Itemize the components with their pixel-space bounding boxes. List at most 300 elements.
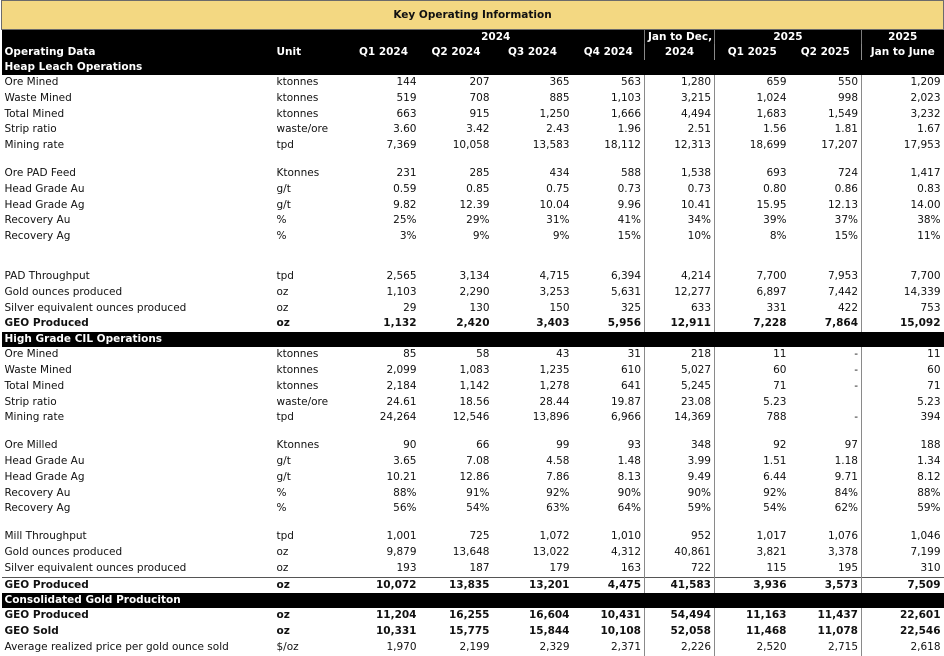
row-value: 11,204 [375,609,417,622]
row-value: 218 [645,347,715,363]
table-row [2,379,944,395]
table-row [2,363,944,379]
row-value: 724 [790,166,862,182]
row-value: 3.99 [645,454,715,470]
row-value: 18,112 [573,138,645,154]
row-value: 753 [920,301,941,314]
row-value: 1,103 [386,285,417,298]
row-unit: oz [276,285,289,298]
row-label: GEO Produced [4,317,89,330]
row-value [790,395,862,411]
row-value: 10,072 [348,577,420,593]
row-value: 1,280 [645,75,715,91]
row-value: 1,142 [459,379,490,392]
row-unit: % [276,214,287,227]
header-row-years [2,30,944,45]
row-value: 1,024 [756,91,787,104]
row-value: 150 [549,301,570,314]
row-label: Ore Mined [4,76,59,88]
row-value: 88% [393,486,417,499]
row-unit: oz [276,545,289,558]
row-value: 15,775 [448,625,490,638]
table-row [2,624,944,640]
row-value: 9.71 [790,470,862,486]
row-value: 64% [573,501,645,517]
table-row [2,347,944,363]
row-value: 231 [396,166,417,179]
row-value: 434 [549,166,570,179]
table-row [2,107,944,123]
row-value: 2,420 [456,317,490,330]
row-value: 4,475 [573,577,645,593]
row-value: 1,132 [383,317,417,330]
row-value: 1,103 [573,91,645,107]
table-row [2,166,944,182]
header-h1-2025-line2: Jan to June [862,44,944,60]
row-value: 24,264 [379,411,417,424]
row-value: 71 [773,379,787,392]
row-value: 1.34 [917,454,941,467]
row-value: 331 [766,301,787,314]
row-value: 0.80 [763,182,787,195]
row-value: 3,936 [715,577,790,593]
row-value: 7,199 [910,545,941,558]
row-value: 3,378 [790,545,862,561]
row-unit: $/oz [276,640,299,653]
row-value: 66 [476,439,490,452]
row-value: 99 [556,439,570,452]
row-value: 915 [469,107,490,120]
row-unit: g/t [276,470,291,483]
section-header-row [2,60,944,75]
row-value: 60 [773,363,787,376]
row-value: 15% [790,229,862,245]
row-value: 15,092 [900,317,941,330]
row-label: Mill Throughput [4,530,87,543]
row-value: 610 [573,363,645,379]
row-value: 0.85 [466,182,490,195]
row-value: 2,520 [756,640,787,653]
spacer-row [2,154,944,166]
row-unit: oz [274,577,348,593]
row-value: 1,970 [386,640,417,653]
row-value: 2,023 [910,91,941,104]
row-value: 91% [466,486,490,499]
row-value: 2,199 [459,640,490,653]
table-row [2,229,944,245]
row-value: 3.42 [466,123,490,136]
table-row [2,608,944,624]
row-value: 693 [766,166,787,179]
row-value: 325 [573,301,645,317]
row-value: 2.51 [645,122,715,138]
row-value: 3% [399,230,417,243]
row-value: 9.96 [573,198,645,214]
row-value: 3.60 [393,123,417,136]
row-label: Head Grade Ag [4,198,85,211]
row-value: 115 [766,561,787,574]
row-value: 17,953 [903,139,941,152]
row-value: 19.87 [573,395,645,411]
row-value: 54% [466,502,490,515]
row-value: 16,604 [528,609,570,622]
row-label: Ore Mined [4,348,59,361]
row-value: 2,618 [910,640,941,653]
row-value: 1,017 [756,530,787,543]
row-unit: ktonnes [276,348,319,361]
row-value: 1.67 [917,123,941,136]
table-row [2,285,944,301]
row-value: 23.08 [645,395,715,411]
row-value: 5,956 [573,316,645,332]
row-value: 285 [469,166,490,179]
row-value: 38% [917,214,941,227]
table-row [2,316,944,332]
row-value: 15,844 [528,625,570,638]
row-value: 8.13 [573,470,645,486]
row-value: 144 [396,76,417,88]
row-label: Waste Mined [4,91,72,104]
row-value: 92% [546,486,570,499]
row-value: 54% [763,502,787,515]
row-value: 13,896 [532,411,570,424]
row-value: 1.81 [790,122,862,138]
row-value: 12,313 [645,138,715,154]
row-value: 25% [393,214,417,227]
row-label: Strip ratio [4,395,57,408]
table-row [2,301,944,317]
row-value: 3,253 [539,285,570,298]
table-row [2,395,944,411]
row-label: Waste Mined [4,363,72,376]
row-value: 0.75 [546,182,570,195]
section-title: Heap Leach Operations [2,60,944,75]
table-row [2,577,944,593]
header-row-columns [2,44,944,60]
row-value: 1,549 [790,107,862,123]
row-value: 885 [549,91,570,104]
row-unit: tpd [276,269,294,282]
row-value: 40,861 [645,545,715,561]
header-q4-2024: Q4 2024 [573,44,645,60]
row-unit: oz [276,301,289,314]
row-value: 1,250 [539,107,570,120]
row-value: 13,022 [532,545,570,558]
row-unit: oz [276,317,290,330]
table-row [2,410,944,426]
row-label: Gold ounces produced [4,545,123,558]
row-value: 3,573 [790,577,862,593]
row-value: 37% [790,213,862,229]
table-row [2,561,944,577]
row-unit: g/t [276,182,291,195]
row-label: Head Grade Au [4,454,85,467]
row-label: Recovery Ag [4,502,71,515]
row-unit: ktonnes [276,363,319,376]
row-unit: g/t [276,198,291,211]
spacer-row [2,257,944,269]
row-value: 2,226 [645,640,715,656]
row-value: 6.44 [763,470,787,483]
row-value: 84% [790,486,862,502]
row-value: 1,278 [539,379,570,392]
row-unit: Ktonnes [276,439,320,452]
row-value: 12,277 [645,285,715,301]
row-value: 163 [573,561,645,577]
row-value: - [790,347,862,363]
row-value: 9.82 [393,198,417,211]
row-value: 59% [645,501,715,517]
row-value: 3,232 [910,107,941,120]
row-value: 9% [552,230,570,243]
row-value: 17,207 [790,138,862,154]
row-value: 195 [790,561,862,577]
row-value: 63% [546,502,570,515]
row-label: Silver equivalent ounces produced [4,561,187,574]
row-value: 85 [403,348,417,361]
row-value: 0.73 [573,182,645,198]
header-q1-2024: Q1 2024 [348,44,420,60]
row-value: 4,214 [645,269,715,285]
row-label: Silver equivalent ounces produced [4,301,187,314]
row-label: Total Mined [4,107,65,120]
row-label: Recovery Au [4,486,71,499]
row-value: 10,331 [375,625,417,638]
table-title: Key Operating Information [2,1,944,30]
row-value: 41,583 [645,577,715,593]
row-value: 1.18 [790,454,862,470]
table-row [2,545,944,561]
header-jan-dec-line1: Jan to Dec, [645,30,715,45]
row-unit: g/t [276,454,291,467]
row-label: Head Grade Au [4,182,85,195]
row-value: 4,494 [645,107,715,123]
row-value: 1,683 [756,107,787,120]
row-value: 7,442 [790,285,862,301]
row-value: 1.48 [573,454,645,470]
row-value: 28.44 [539,395,570,408]
row-unit: tpd [276,411,294,424]
spacer-row [2,245,944,257]
row-value: 207 [469,76,490,88]
row-value: 348 [645,438,715,454]
row-value: 365 [549,76,570,88]
row-value: 1,666 [573,107,645,123]
row-value: 310 [920,561,941,574]
header-2024: 2024 [348,30,645,45]
row-value: 62% [790,501,862,517]
row-value: 29 [403,301,417,314]
header-jan-dec-line2: 2024 [645,44,715,60]
row-value: 4.58 [546,454,570,467]
row-value: 2,329 [539,640,570,653]
row-value: 588 [573,166,645,182]
section-header-row [2,593,944,608]
row-value: 22,601 [900,609,941,622]
row-value: 9,879 [386,545,417,558]
row-label: Mining rate [4,139,65,152]
table-row [2,454,944,470]
row-value: 5,631 [573,285,645,301]
header-unit: Unit [274,44,348,60]
row-value: 519 [396,91,417,104]
header-h1-2025-line1: 2025 [862,30,944,45]
row-unit: oz [276,625,290,638]
row-value: 7,228 [753,317,787,330]
row-value: 16,255 [448,609,490,622]
row-value: 41% [573,213,645,229]
row-label: Recovery Ag [4,230,71,243]
row-value: 641 [573,379,645,395]
row-value: 1.51 [763,454,787,467]
header-operating-data: Operating Data [2,44,274,60]
row-value: 12,546 [452,411,490,424]
row-value: 7,509 [862,577,944,593]
row-unit: Ktonnes [276,166,320,179]
title-row [2,1,944,30]
row-value: 31% [546,214,570,227]
row-value: 3,134 [459,269,490,282]
row-label: Recovery Au [4,214,71,227]
row-value: 187 [469,561,490,574]
row-value: 56% [393,502,417,515]
header-q2-2024: Q2 2024 [420,44,493,60]
row-value: 7.08 [466,454,490,467]
row-value: 659 [766,76,787,88]
row-label: GEO Produced [4,609,89,622]
row-value: 60 [927,363,941,376]
row-value: 0.73 [645,182,715,198]
row-value: 13,835 [420,577,493,593]
row-value: 1,010 [573,529,645,545]
table-row [2,138,944,154]
row-value: 12.86 [459,470,490,483]
row-label: Ore PAD Feed [4,166,76,179]
header-q1-2025: Q1 2025 [715,44,790,60]
table-row [2,269,944,285]
row-value: 7.86 [546,470,570,483]
row-value: 0.83 [917,182,941,195]
row-value: 31 [573,347,645,363]
row-value: 11,437 [790,608,862,624]
table-row [2,470,944,486]
row-unit: ktonnes [276,379,319,392]
row-value: 15.95 [756,198,787,211]
row-unit: % [276,486,287,499]
spacer-row [2,517,944,529]
row-value: 4,312 [573,545,645,561]
row-value: 97 [790,438,862,454]
row-value: 4,715 [539,269,570,282]
row-value: 722 [645,561,715,577]
row-value: 54,494 [645,608,715,624]
row-value: 29% [466,214,490,227]
row-value: 58 [476,348,490,361]
row-value: 3,821 [756,545,787,558]
row-value: 92% [763,486,787,499]
row-value: 14,339 [903,285,941,298]
row-value: 90% [573,486,645,502]
row-value: 15% [573,229,645,245]
row-value: 7,700 [756,269,787,282]
row-value: 11,163 [745,609,787,622]
row-value: 14,369 [645,410,715,426]
row-value: 998 [790,91,862,107]
row-label: Total Mined [4,379,65,392]
row-value: 11% [917,230,941,243]
row-value: 12,911 [645,316,715,332]
row-value: 1,076 [790,529,862,545]
row-value: 10.21 [386,470,417,483]
row-value: 10.04 [539,198,570,211]
row-value: 7,953 [790,269,862,285]
header-q3-2024: Q3 2024 [493,44,573,60]
row-value: 13,201 [493,577,573,593]
row-value: 11,078 [790,624,862,640]
row-value: 6,966 [573,410,645,426]
row-unit: % [276,502,287,515]
row-value: 9.49 [645,470,715,486]
row-label: Gold ounces produced [4,285,123,298]
row-unit: oz [276,561,289,574]
row-value: 952 [645,529,715,545]
row-value: 2.43 [546,123,570,136]
table-row [2,501,944,517]
row-unit: % [276,230,287,243]
table-row [2,182,944,198]
row-value: 3,215 [645,91,715,107]
row-value: 179 [549,561,570,574]
row-value: 8% [769,230,787,243]
row-value: 3.65 [393,454,417,467]
row-value: 188 [920,439,941,452]
row-value: 71 [927,379,941,392]
row-value: 6,394 [573,269,645,285]
row-value: 93 [573,438,645,454]
row-unit: waste/ore [276,395,329,408]
row-value: 5,245 [645,379,715,395]
row-value: - [790,379,862,395]
operating-table [1,0,944,656]
row-value: 2,715 [790,640,862,656]
row-value: 2,371 [573,640,645,656]
row-label: Strip ratio [4,123,57,136]
row-value: 0.59 [393,182,417,195]
row-value: 14.00 [910,198,941,211]
row-value: 2,290 [459,285,490,298]
header-q2-2025: Q2 2025 [790,44,862,60]
table-row [2,529,944,545]
row-value: 22,546 [900,625,941,638]
row-value: 90 [403,439,417,452]
row-value: 1.56 [763,123,787,136]
row-label: GEO Produced [2,577,274,593]
row-value: 13,583 [532,139,570,152]
row-value: 11 [773,348,787,361]
row-value: - [790,410,862,426]
row-label: PAD Throughput [4,269,90,282]
row-value: 1.96 [573,122,645,138]
section-title: Consolidated Gold Produciton [2,593,944,608]
row-value: 43 [556,348,570,361]
table-row [2,91,944,107]
row-value: 59% [917,502,941,515]
row-label: Average realized price per gold ounce sold [4,640,229,653]
row-value: 90% [645,486,715,502]
row-value: 34% [645,213,715,229]
row-value: 663 [396,107,417,120]
row-value: 6,897 [756,285,787,298]
